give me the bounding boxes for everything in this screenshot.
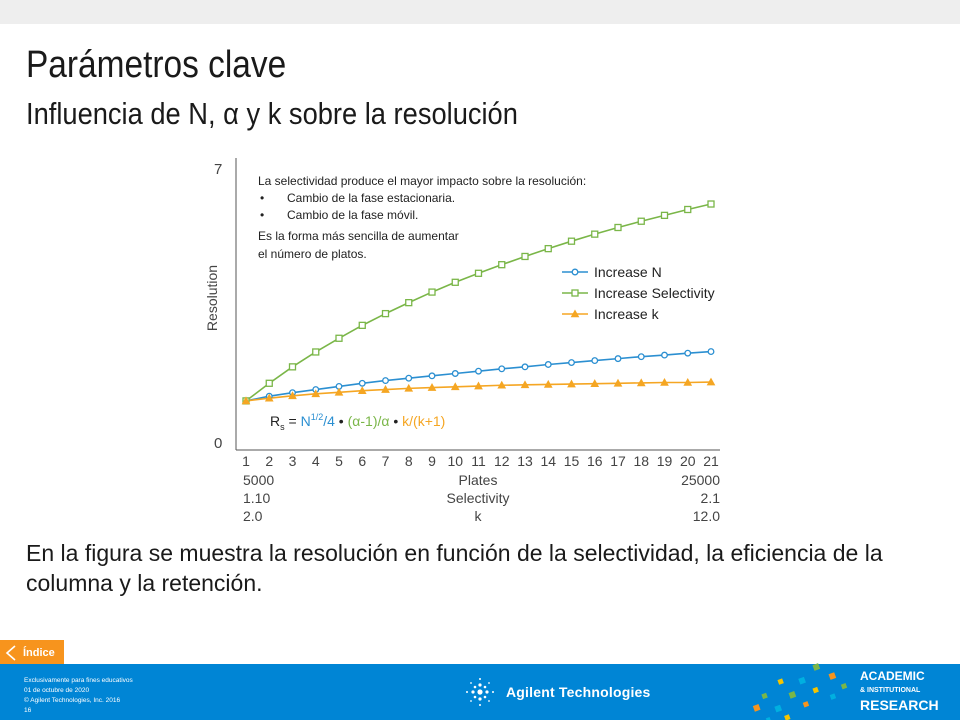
legend-label-increase-k: Increase k	[594, 306, 659, 322]
data-point-increase-selectivity	[266, 380, 272, 386]
legend-marker-increase-n	[572, 269, 578, 275]
slide-caption: En la figura se muestra la resolución en función de la selectividad, la eficiencia de la columna y la retención.	[26, 540, 883, 596]
data-point-increase-selectivity	[383, 311, 389, 317]
annotation-line-1: La selectividad produce el mayor impacto sobre la resolución:	[258, 174, 587, 188]
data-point-increase-selectivity	[336, 335, 342, 341]
index-button[interactable]	[0, 640, 64, 666]
annotation-line-5: el número de platos.	[258, 247, 367, 261]
axis-row-left: 1.10	[243, 490, 271, 506]
legend-marker-increase-selectivity	[572, 290, 578, 296]
data-point-increase-selectivity	[592, 231, 598, 237]
data-point-increase-selectivity	[499, 262, 505, 268]
axis-row-right: 12.0	[692, 508, 720, 524]
axis-row-left: 2.0	[243, 508, 263, 524]
chart-legend	[562, 264, 715, 322]
data-point-increase-n	[499, 366, 505, 372]
x-axis-secondary-rows	[243, 472, 720, 524]
data-point-increase-selectivity	[708, 201, 714, 207]
data-point-increase-n	[383, 378, 389, 384]
data-point-increase-n	[406, 375, 412, 381]
data-point-increase-n	[662, 352, 668, 358]
data-point-increase-n	[452, 371, 458, 377]
y-tick-label: 0	[214, 435, 223, 452]
y-tick-label: 7	[214, 161, 223, 178]
footer-note-1: Exclusivamente para fines educativos	[24, 677, 133, 684]
data-point-increase-selectivity	[569, 238, 575, 244]
x-tick-label: 7	[381, 453, 390, 469]
data-point-increase-selectivity	[429, 289, 435, 295]
agilent-brand: Agilent Technologies	[506, 684, 651, 700]
annotation-bullet-1: Cambio de la fase estacionaria.	[287, 191, 456, 205]
data-point-increase-n	[545, 362, 551, 368]
x-tick-label: 13	[517, 453, 533, 469]
data-point-increase-n	[429, 373, 435, 379]
slide-title: Parámetros clave	[26, 44, 287, 86]
x-tick-label: 1	[242, 453, 250, 469]
data-point-increase-n	[522, 364, 528, 370]
footer-note-4: 16	[24, 707, 32, 714]
axis-row-right: 2.1	[700, 490, 720, 506]
legend-label-increase-n: Increase N	[594, 264, 662, 280]
x-tick-label: 16	[586, 453, 603, 469]
axis-row-center: k	[474, 508, 482, 524]
x-tick-label: 12	[493, 453, 510, 469]
legend-label-increase-selectivity: Increase Selectivity	[594, 285, 715, 301]
x-tick-label: 19	[656, 453, 673, 469]
data-point-increase-selectivity	[452, 279, 458, 285]
decorative-squares	[740, 660, 855, 720]
data-point-increase-n	[359, 380, 365, 386]
agilent-spark-logo-icon	[462, 676, 498, 708]
resolution-formula: $R_s = N^{1/2}/4$ • (α-1)/α • k/(k+1)	[270, 412, 446, 432]
axis-row-right: 25000	[681, 472, 720, 488]
chevron-left-icon	[3, 644, 21, 662]
x-tick-label: 15	[563, 453, 580, 469]
badge-line-1: ACADEMIC	[860, 669, 925, 683]
data-point-increase-n	[638, 354, 644, 360]
badge-line-3: RESEARCH	[860, 697, 939, 713]
x-tick-label: 21	[703, 453, 719, 469]
data-point-increase-n	[615, 356, 621, 362]
data-point-increase-selectivity	[522, 253, 528, 259]
x-tick-label: 8	[404, 453, 413, 469]
annotation-line-4: Es la forma más sencilla de aumentar	[258, 229, 459, 243]
x-tick-label: 18	[633, 453, 650, 469]
data-point-increase-selectivity	[662, 212, 668, 218]
annotation-bullet-2: Cambio de la fase móvil.	[287, 208, 419, 222]
axis-row-center: Selectivity	[446, 490, 510, 506]
footer-notes	[24, 676, 133, 716]
data-point-increase-n	[592, 358, 598, 364]
data-point-increase-selectivity	[615, 224, 621, 230]
badge-line-2: & INSTITUTIONAL	[860, 687, 921, 694]
data-point-increase-n	[708, 349, 714, 355]
y-axis-label: Resolution	[204, 264, 220, 332]
annotation-box	[258, 174, 586, 261]
data-point-increase-selectivity	[313, 349, 319, 355]
footer-note-3: © Agilent Technologies, Inc. 2016	[24, 697, 121, 704]
x-tick-label: 20	[679, 453, 696, 469]
data-point-increase-n	[476, 368, 482, 374]
data-point-increase-selectivity	[685, 206, 691, 212]
data-point-increase-selectivity	[406, 300, 412, 306]
data-point-increase-selectivity	[476, 270, 482, 276]
x-tick-label: 10	[447, 453, 464, 469]
index-button-label: Índice	[23, 647, 55, 659]
data-point-increase-n	[569, 360, 575, 366]
annotation-bullet-mark-1: •	[260, 191, 265, 205]
x-tick-label: 14	[540, 453, 557, 469]
data-point-increase-n	[685, 350, 691, 356]
annotation-bullet-mark-2: •	[260, 208, 265, 222]
x-tick-label: 11	[471, 453, 486, 469]
x-tick-labels	[242, 453, 719, 469]
data-point-increase-selectivity	[359, 322, 365, 328]
x-tick-label: 3	[288, 453, 297, 469]
x-tick-label: 6	[358, 453, 367, 469]
axis-row-center: Plates	[458, 472, 498, 488]
slide-subtitle: Influencia de N, α y k sobre la resolución	[26, 96, 518, 131]
footer-note-2: 01 de octubre de 2020	[24, 687, 90, 694]
x-tick-label: 2	[265, 453, 274, 469]
axis-row-left: 5000	[243, 472, 275, 488]
data-point-increase-selectivity	[545, 246, 551, 252]
x-tick-label: 5	[335, 453, 343, 469]
x-tick-label: 4	[311, 453, 320, 469]
data-point-increase-selectivity	[290, 364, 296, 370]
data-point-increase-selectivity	[638, 218, 644, 224]
x-tick-label: 17	[610, 453, 626, 469]
x-tick-label: 9	[428, 453, 436, 469]
